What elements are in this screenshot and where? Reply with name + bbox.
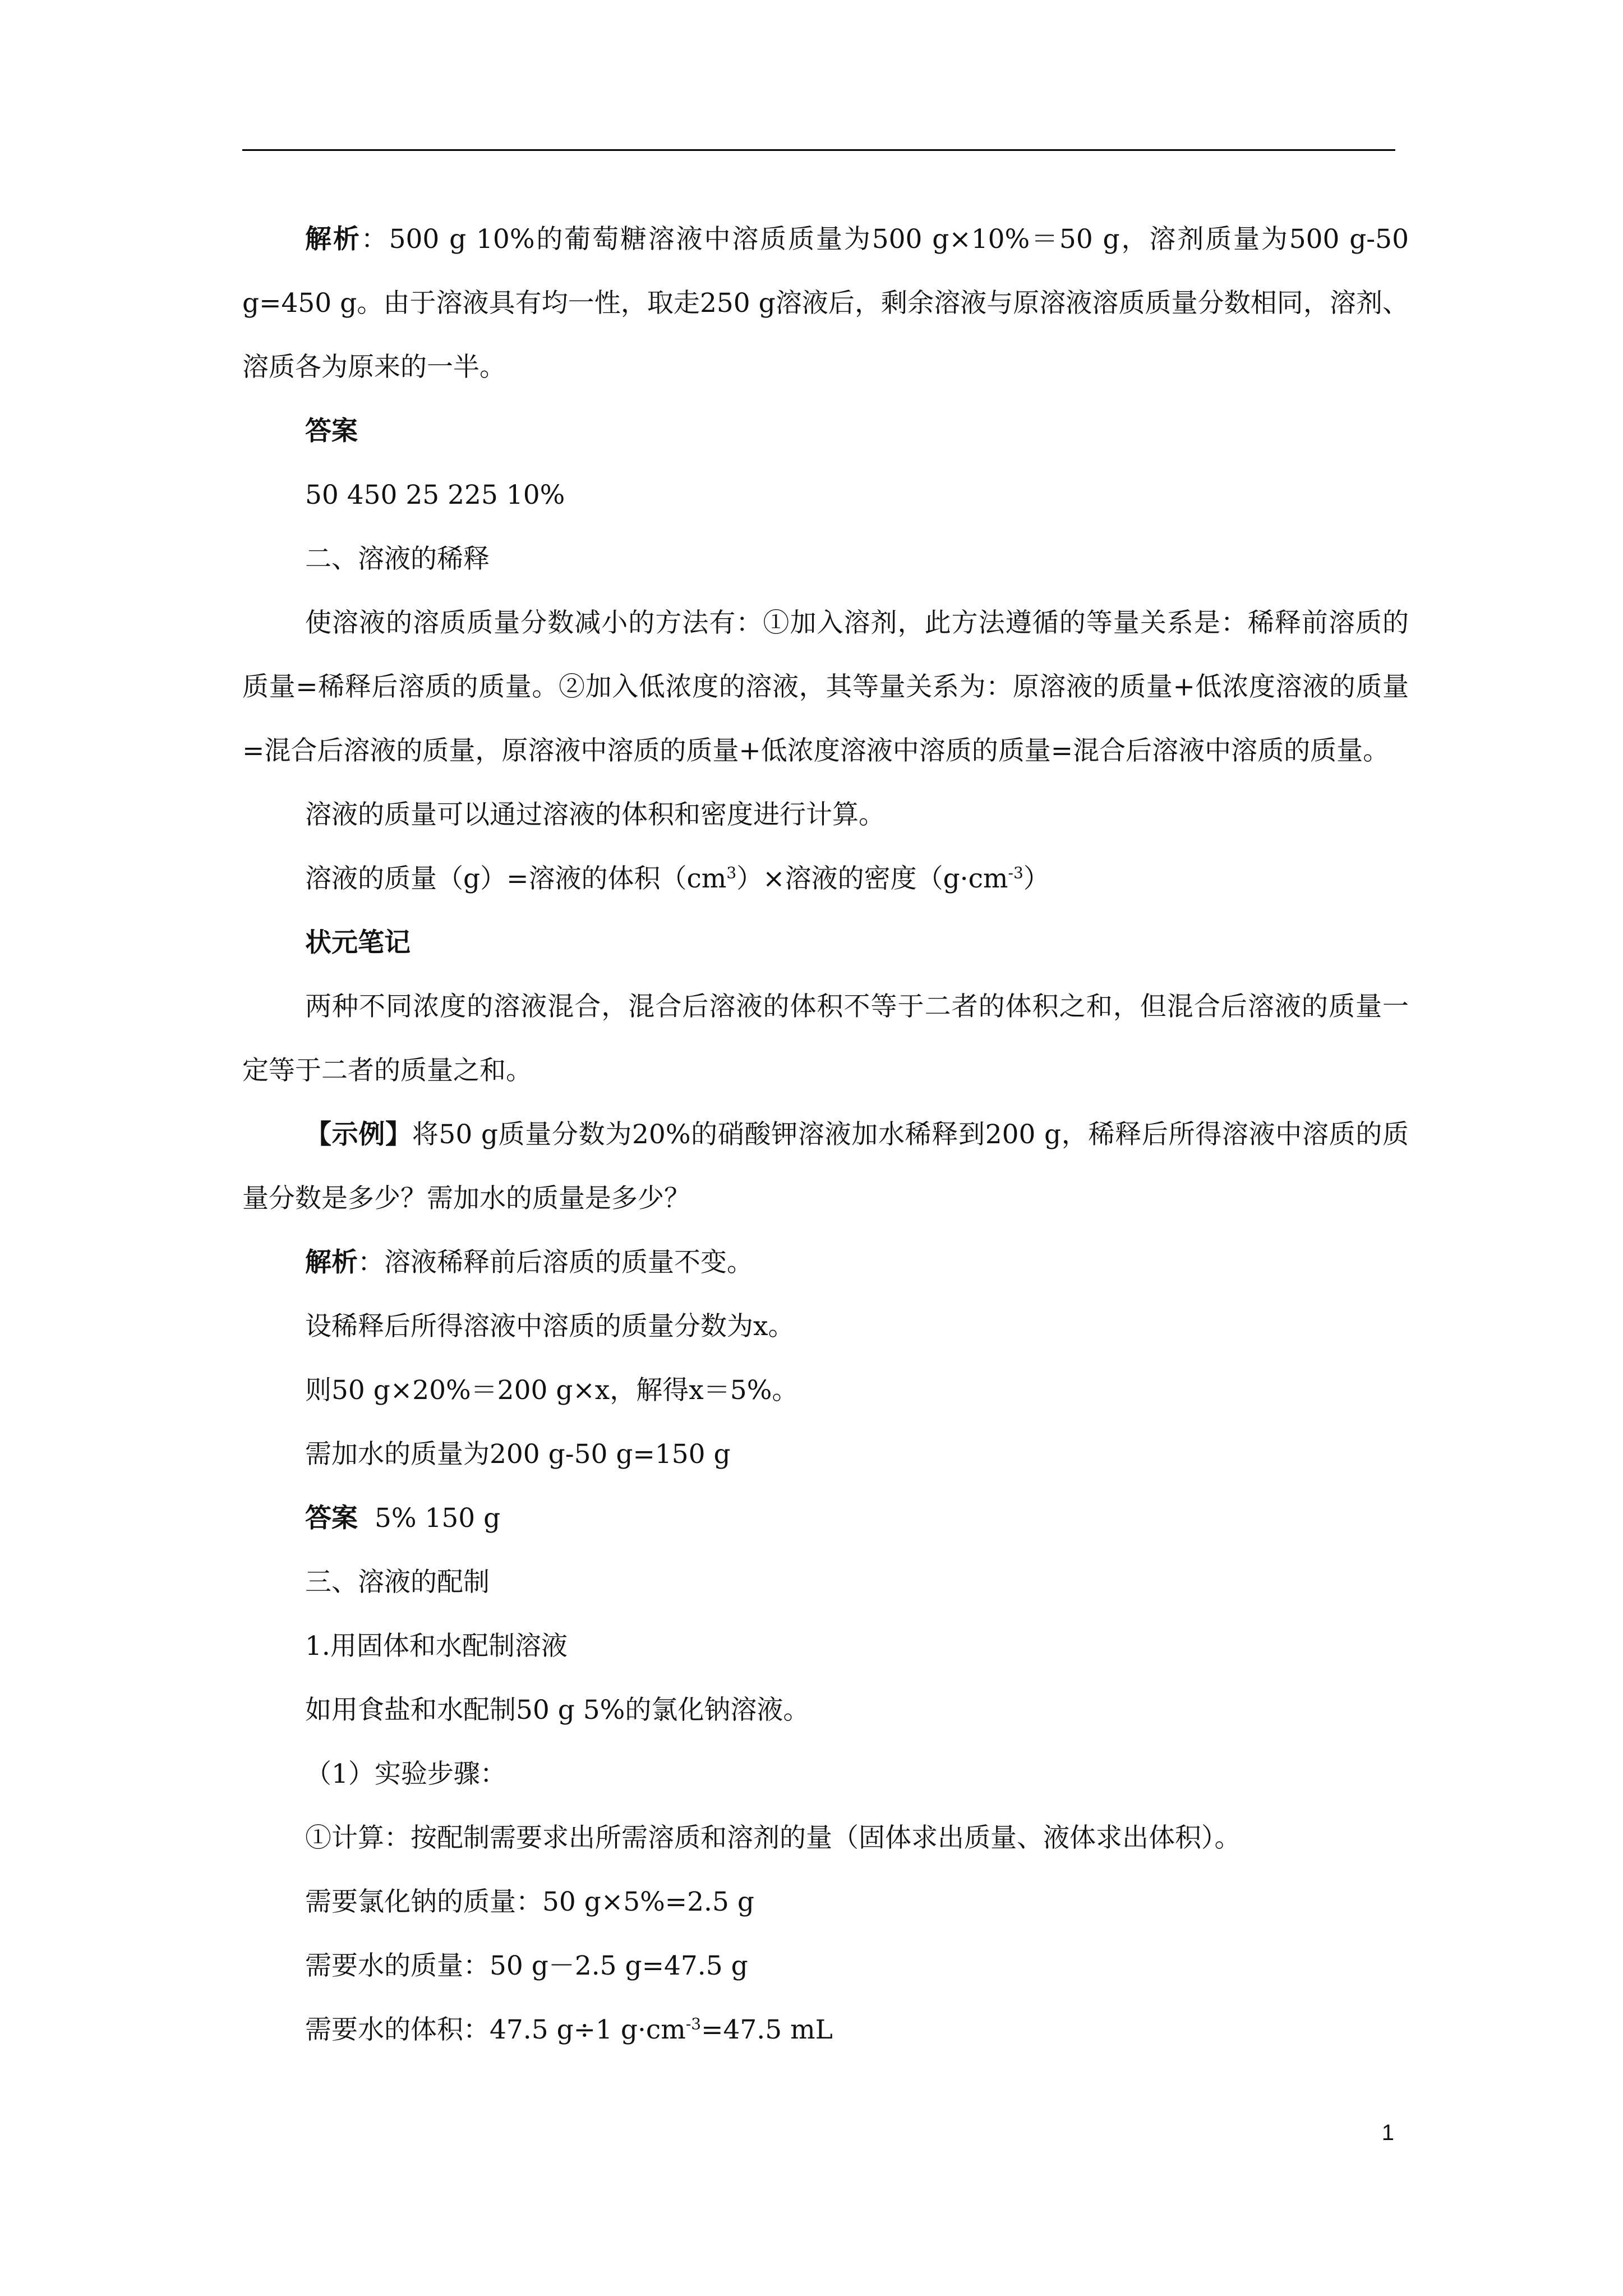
example-text: 将50 g质量分数为20%的硝酸钾溶液加水稀释到200 g，稀释后所得溶液中溶质的质量分数是多少？需加水的质量是多少？	[242, 1119, 1409, 1214]
analysis-text-2: ：溶液稀释前后溶质的质量不变。	[358, 1247, 753, 1278]
notes-label: 状元笔记	[305, 927, 411, 958]
analysis-label: 解析	[305, 224, 361, 255]
solution-step-2: 则50 g×20%＝200 g×x，解得x＝5%。	[305, 1375, 799, 1406]
steps-header: （1）实验步骤：	[305, 1759, 506, 1789]
notes-paragraph: 两种不同浓度的溶液混合，混合后溶液的体积不等于二者的体积之和，但混合后溶液的质量一定等于二者的质量之和。	[242, 991, 1409, 1086]
solution-step-1: 设稀释后所得溶液中溶质的质量分数为x。	[305, 1311, 795, 1342]
water-volume-sup: -3	[685, 2014, 702, 2033]
water-volume-part-2: =47.5 mL	[701, 2014, 833, 2045]
formula-sup-1: 3	[726, 863, 737, 882]
formula-part-1: 溶液的质量（g）=溶液的体积（cm	[305, 863, 727, 894]
answer-label-2: 答案	[305, 1503, 358, 1534]
dilution-methods-paragraph: 使溶液的溶质质量分数减小的方法有：①加入溶剂，此方法遵循的等量关系是：稀释前溶质的质量=稀释后溶质的质量。②加入低浓度的溶液，其等量关系为：原溶液的质量+低浓度溶液的质量=混合后溶液的质量，原溶液中溶质的质量+低浓度溶液中溶质的质量=混合后溶液中溶质的质量。	[242, 608, 1409, 766]
water-volume-part-1: 需要水的体积：47.5 g÷1 g·cm	[305, 2014, 686, 2045]
page-number: 1	[1381, 2120, 1394, 2145]
subsection-title-solid-water: 1.用固体和水配制溶液	[305, 1631, 568, 1662]
answer-values-2: 5% 150 g	[375, 1503, 501, 1534]
formula-sup-2: -3	[1008, 863, 1023, 882]
answer-line-2	[242, 1487, 1409, 1550]
answer-label: 答案	[305, 416, 358, 447]
analysis-paragraph-2	[242, 1231, 1409, 1295]
formula-part-3: ）	[1023, 863, 1050, 894]
document-body	[242, 208, 1409, 2062]
solution-step-3: 需加水的质量为200 g-50 g=150 g	[305, 1439, 731, 1470]
mass-formula	[242, 847, 1409, 911]
water-mass-line: 需要水的质量：50 g－2.5 g=47.5 g	[305, 1950, 748, 1981]
analysis-text: ：500 g 10%的葡萄糖溶液中溶质质量为500 g×10%＝50 g，溶剂质量为500 g-50 g=450 g。由于溶液具有均一性，取走250 g溶液后，剩余溶液与原溶液溶质质量分数相同，溶剂、溶质各为原来的一半。	[242, 224, 1409, 383]
example-paragraph	[242, 1103, 1409, 1231]
calc-step: ①计算：按配制需要求出所需溶质和溶剂的量（固体求出质量、液体求出体积）。	[305, 1823, 1241, 1853]
section-title-preparation: 三、溶液的配制	[305, 1567, 490, 1598]
answer-values: 50 450 25 225 10%	[305, 480, 565, 510]
header-rule	[242, 149, 1395, 151]
mass-calc-note: 溶液的质量可以通过溶液的体积和密度进行计算。	[305, 799, 885, 830]
nacl-mass-line: 需要氯化钠的质量：50 g×5%=2.5 g	[305, 1887, 754, 1917]
water-volume-line	[242, 1998, 1409, 2062]
analysis-paragraph-1	[242, 208, 1409, 399]
section-title-dilution: 二、溶液的稀释	[305, 544, 490, 574]
example-label: 【示例】	[305, 1119, 412, 1150]
subsection-example: 如用食盐和水配制50 g 5%的氯化钠溶液。	[305, 1695, 810, 1726]
analysis-label-2: 解析	[305, 1247, 358, 1278]
formula-part-2: ）×溶液的密度（g·cm	[736, 863, 1008, 894]
